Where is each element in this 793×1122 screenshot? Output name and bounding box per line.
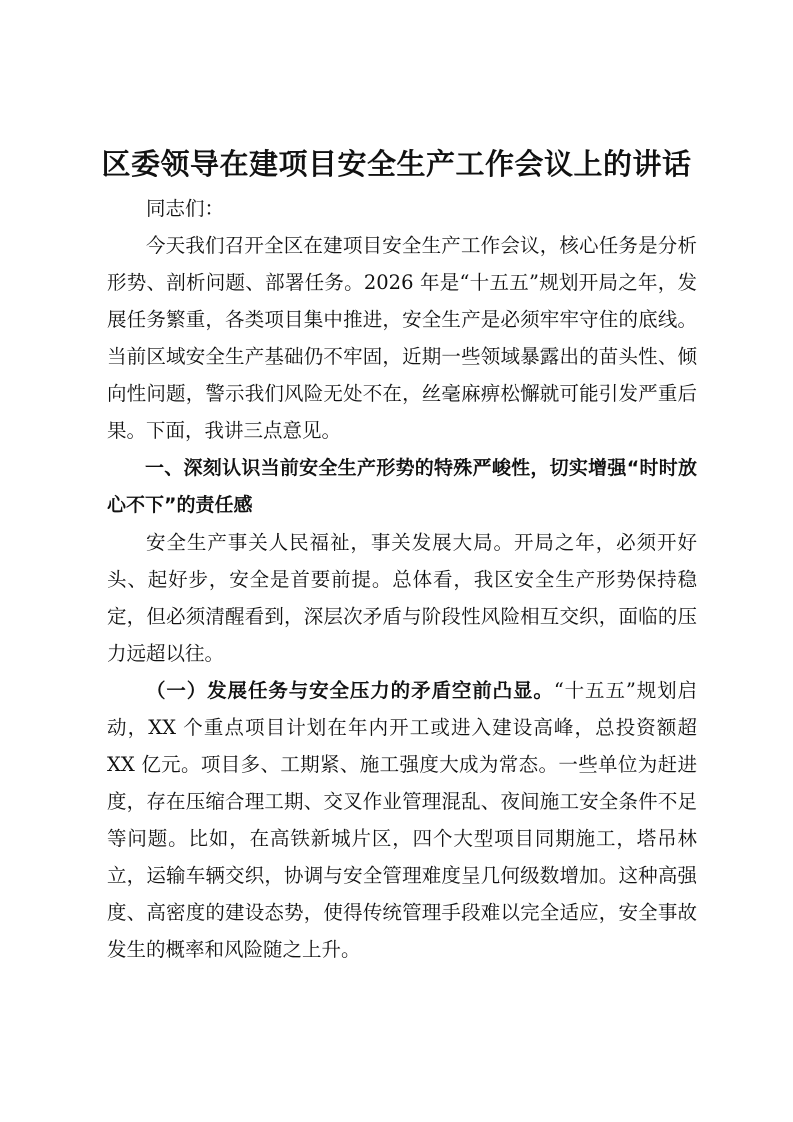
document-title: 区委领导在建项目安全生产工作会议上的讲话 xyxy=(101,147,692,181)
section-heading-1: 一、深刻认识当前安全生产形势的特殊严峻性，切实增强“时时放心不下”的责任感 xyxy=(107,457,697,516)
subsection-heading-1: （一）发展任务与安全压力的矛盾空前凸显。 xyxy=(146,679,554,702)
subsection-1-text: “十五五”规划启动，XX 个重点项目计划在年内开工或进入建设高峰，总投资额超 XX 亿元。项目多、工期紧、施工强度大成为常态。一些单位为赶进度，存在压缩合理工期、交叉作业管理混乱、夜间施工安全条件不足等问题。比如，在高铁新城片区，四个大型项目同期施工，塔吊林立，运输车辆交织，协调与安全管理难度呈几何级数增加。这种高强度、高密度的建设态势，使得传统管理手段难以完全适应，安全事故发生的概率和风险随之上升。 xyxy=(107,679,697,961)
opening-paragraph: 今天我们召开全区在建项目安全生产工作会议，核心任务是分析形势、剖析问题、部署任务。2026 年是“十五五”规划开局之年，发展任务繁重，各类项目集中推进，安全生产是必须牢牢守住的底线。当前区域安全生产基础仍不牢固，近期一些领域暴露出的苗头性、倾向性问题，警示我们风险无处不在，丝毫麻痹松懈就可能引发严重后果。下面，我讲三点意见。 xyxy=(107,234,697,442)
salutation: 同志们： xyxy=(146,197,225,220)
section-1-paragraph: 安全生产事关人民福祉，事关发展大局。开局之年，必须开好头、起好步，安全是首要前提。总体看，我区安全生产形势保持稳定，但必须清醒看到，深层次矛盾与阶段性风险相互交织，面临的压力远超以往。 xyxy=(107,531,697,665)
subsection-1-paragraph xyxy=(107,672,697,968)
